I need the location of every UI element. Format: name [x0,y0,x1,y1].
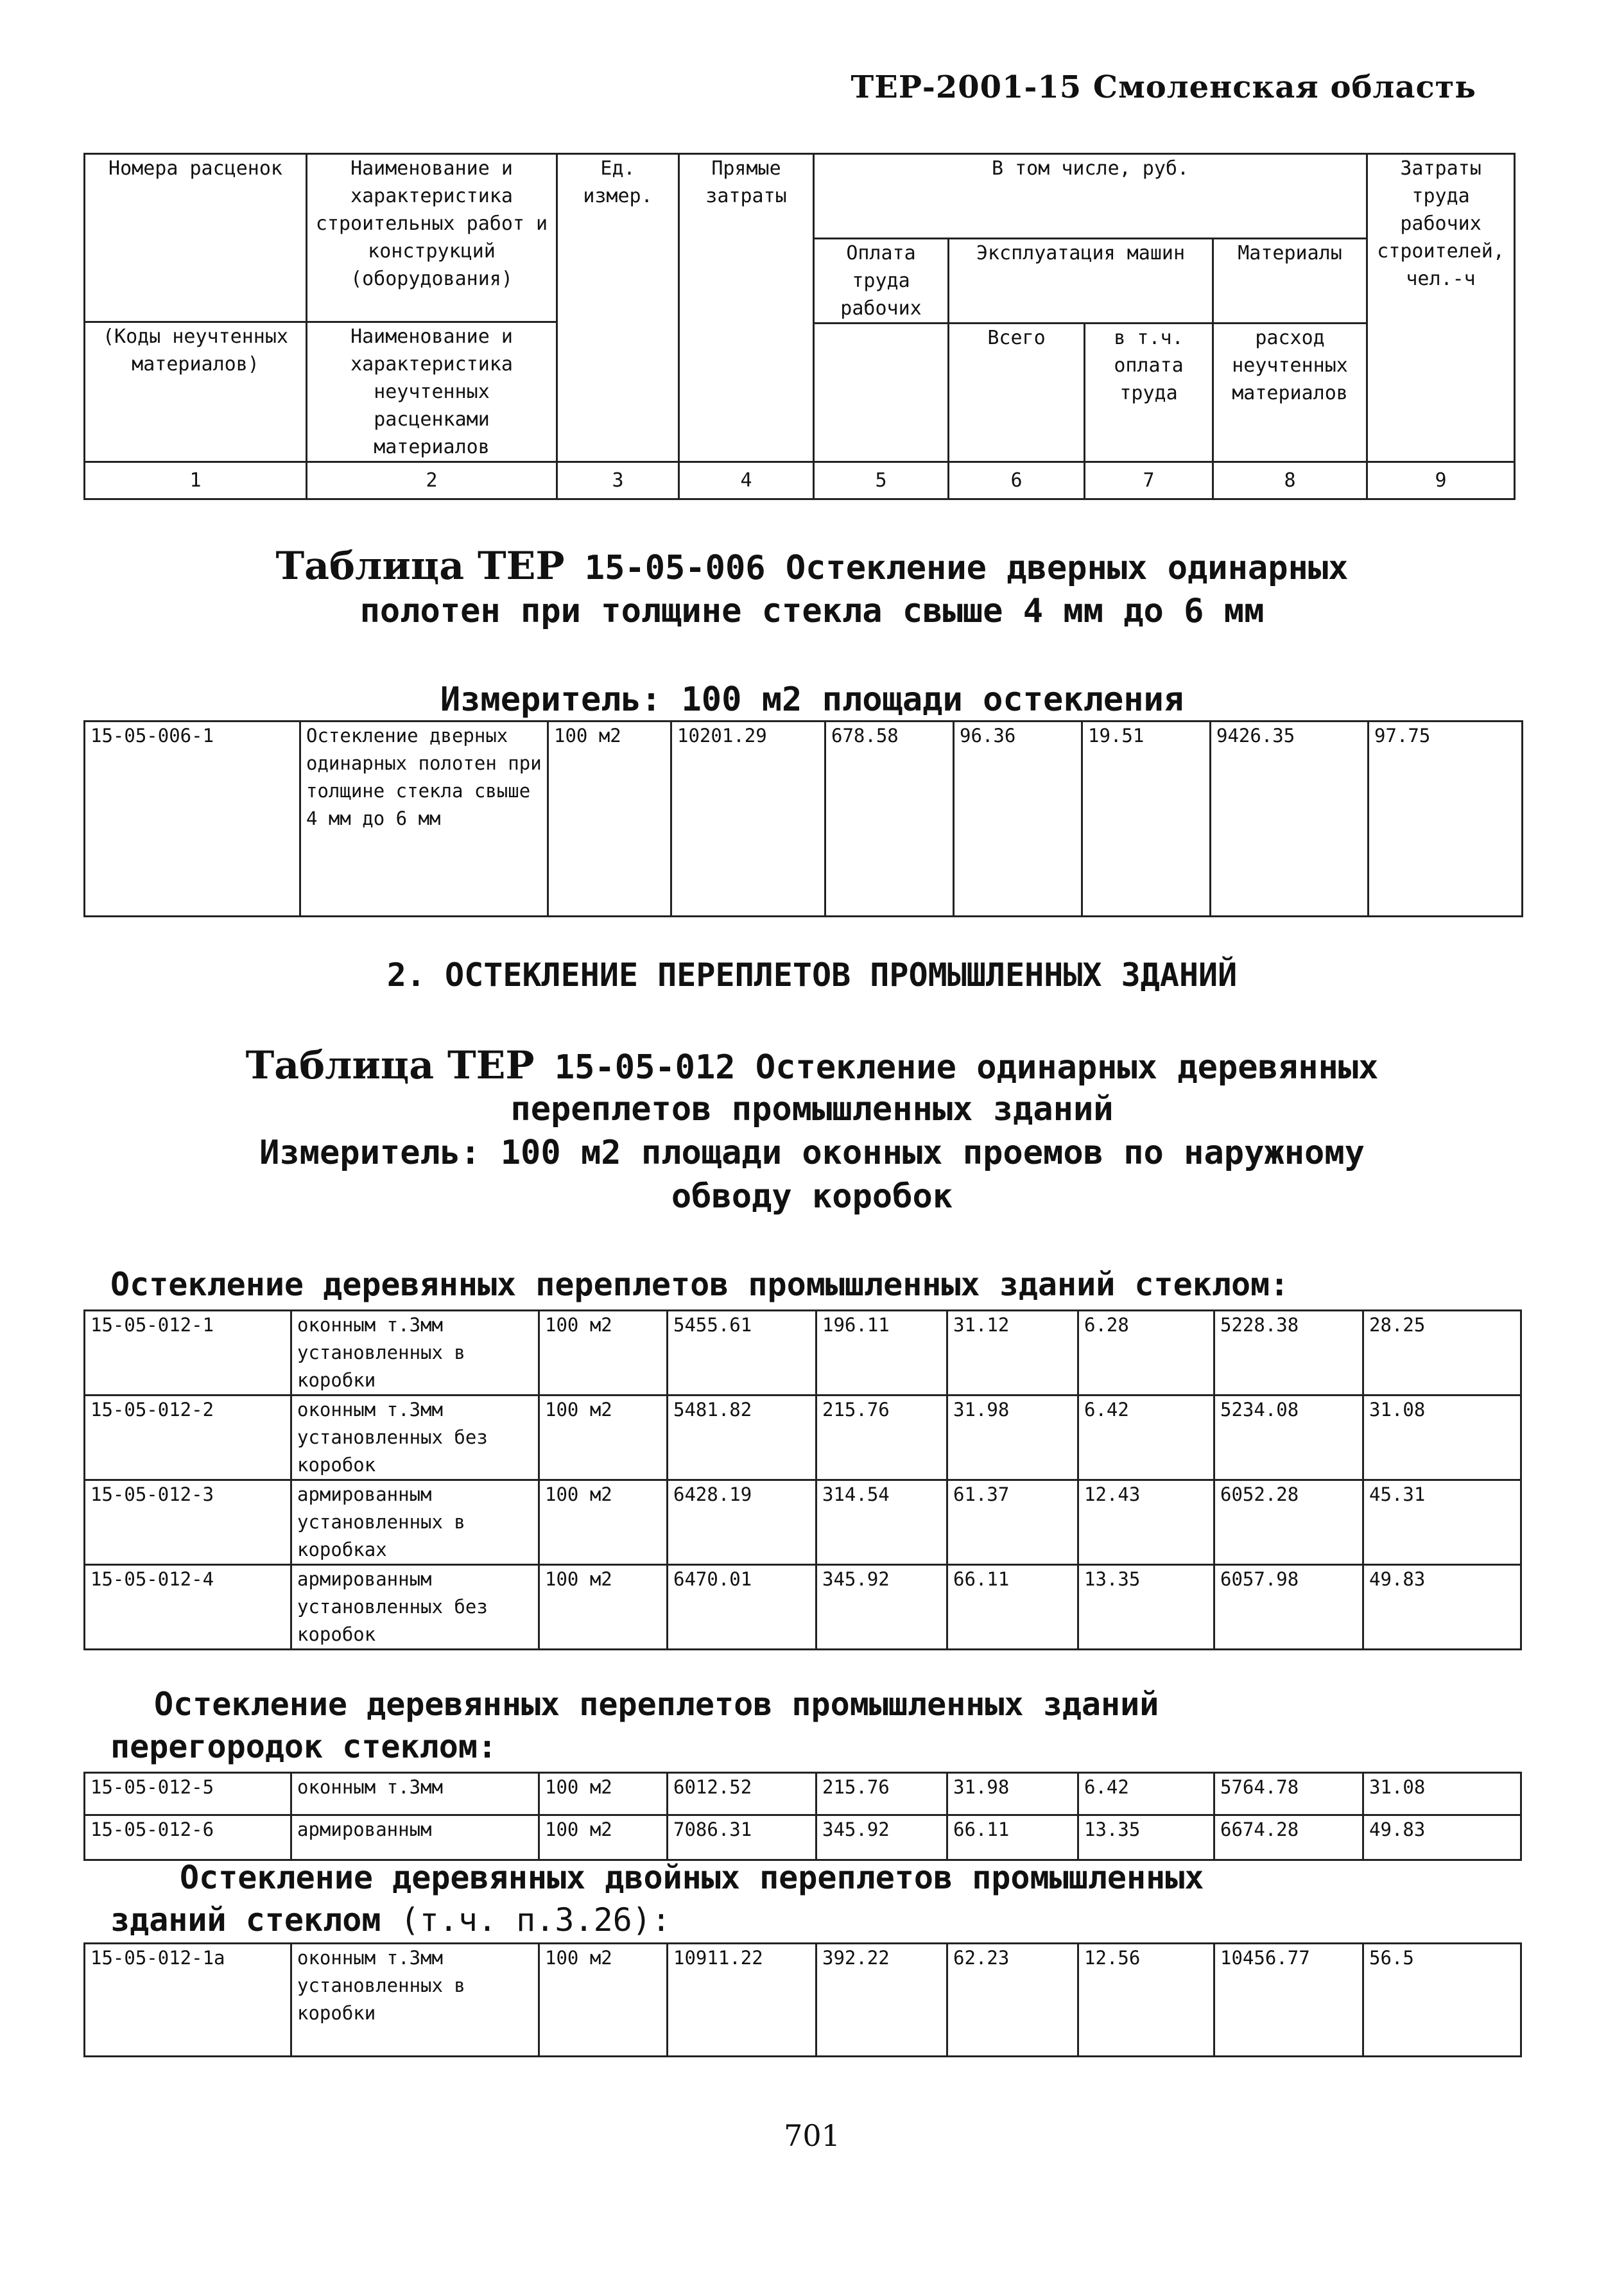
row-materials: 5234.08 [1214,1396,1363,1480]
table-row [85,1815,1521,1860]
row-machines-pay: 13.35 [1078,1565,1214,1650]
row-labor: 45.31 [1363,1480,1521,1565]
row-machines-pay: 12.56 [1078,1944,1214,2057]
group3-heading-bold: зданий стеклом [110,1901,381,1939]
header-unaccounted-name: Наименование и характеристика неучтенных расценками материалов [307,322,557,462]
row-materials: 5764.78 [1214,1773,1363,1815]
row-materials: 5228.38 [1214,1311,1363,1396]
header-codes: Номера расценок [85,154,307,322]
row-code: 15-05-012-5 [85,1773,291,1815]
group3-heading-line1: Остекление деревянных двойных переплетов промышленных [180,1859,1204,1896]
row-name: оконным т.3мм установленных без коробок [291,1396,539,1480]
row-direct: 10911.22 [668,1944,816,2057]
row-unit: 100 м2 [548,722,671,917]
row-machines-pay: 6.28 [1078,1311,1214,1396]
row-name: армированным установленных без коробок [291,1565,539,1650]
table1-meter: Измеритель: 100 м2 площади остекления [440,680,1184,719]
row-machines: 96.36 [954,722,1082,917]
page-number: 701 [784,2118,840,2153]
section-title: 2. ОСТЕКЛЕНИЕ ПЕРЕПЛЕТОВ ПРОМЫШЛЕННЫХ ЗДАНИЙ [386,956,1238,994]
running-header: ТЕР-2001-15 Смоленская область [851,69,1476,105]
col-number: 5 [814,462,949,499]
table1 [83,720,1523,917]
row-materials: 6674.28 [1214,1815,1363,1860]
header-unit: Ед. измер. [557,154,679,462]
row-machines: 61.37 [947,1480,1078,1565]
table2-group3 [83,1942,1522,2057]
row-code: 15-05-012-3 [85,1480,291,1565]
row-pay: 345.92 [816,1565,947,1650]
group2-heading-line2: перегородок стеклом: [110,1728,497,1765]
row-unit: 100 м2 [539,1565,668,1650]
row-code: 15-05-012-6 [85,1815,291,1860]
row-direct: 6428.19 [668,1480,816,1565]
row-labor: 56.5 [1363,1944,1521,2057]
header-name: Наименование и характеристика строительных работ и конструкций (оборудования) [307,154,557,322]
table1-title-text: 15-05-006 Остекление дверных одинарных [584,549,1349,587]
row-direct: 5455.61 [668,1311,816,1396]
row-machines: 62.23 [947,1944,1078,2057]
table1-prefix: Таблица ТЕР [275,544,565,589]
row-pay: 215.76 [816,1396,947,1480]
header-labor-pay: Оплата труда рабочих [814,239,949,324]
table2-group2 [83,1772,1522,1861]
table2-meter-line2: обводу коробок [671,1177,953,1216]
row-name: армированным [291,1815,539,1860]
row-code: 15-05-006-1 [85,722,300,917]
column-header-table [83,153,1516,500]
col-number: 7 [1085,462,1213,499]
header-labor-pay-cont [814,324,949,462]
row-unit: 100 м2 [539,1396,668,1480]
row-materials: 6057.98 [1214,1565,1363,1650]
header-machines-pay: в т.ч. оплата труда [1085,324,1213,462]
table1-title [0,544,1624,590]
table-row [85,1396,1521,1480]
row-machines: 31.98 [947,1773,1078,1815]
row-name: армированным установленных в коробках [291,1480,539,1565]
table2-group1 [83,1309,1522,1650]
row-machines-pay: 12.43 [1078,1480,1214,1565]
group1-heading: Остекление деревянных переплетов промышленных зданий стеклом: [110,1266,1290,1303]
table1-title-line2: полотен при толщине стекла свыше 4 мм до 6 мм [359,592,1265,630]
row-materials: 6052.28 [1214,1480,1363,1565]
row-name: оконным т.3мм установленных в коробки [291,1944,539,2057]
table-row [85,1944,1521,2057]
row-labor: 49.83 [1363,1565,1521,1650]
row-machines: 66.11 [947,1815,1078,1860]
table2-meter-line1: Измеритель: 100 м2 площади оконных проемов по наружному [259,1134,1365,1172]
col-number: 3 [557,462,679,499]
row-code: 15-05-012-1 [85,1311,291,1396]
row-labor: 49.83 [1363,1815,1521,1860]
row-direct: 6012.52 [668,1773,816,1815]
row-direct: 7086.31 [668,1815,816,1860]
row-labor: 97.75 [1369,722,1523,917]
row-direct: 5481.82 [668,1396,816,1480]
table-row [85,1480,1521,1565]
row-unit: 100 м2 [539,1480,668,1565]
row-code: 15-05-012-4 [85,1565,291,1650]
header-unaccounted-codes: (Коды неучтенных материалов) [85,322,307,462]
table2-title-line2: переплетов промышленных зданий [510,1090,1114,1128]
row-direct: 6470.01 [668,1565,816,1650]
header-labor-costs: Затраты труда рабочих строителей, чел.-ч [1367,154,1515,462]
row-name: оконным т.3мм установленных в коробки [291,1311,539,1396]
row-direct: 10201.29 [671,722,825,917]
row-unit: 100 м2 [539,1311,668,1396]
row-pay: 392.22 [816,1944,947,2057]
row-machines: 66.11 [947,1565,1078,1650]
row-labor: 31.08 [1363,1773,1521,1815]
row-materials: 9426.35 [1211,722,1369,917]
row-materials: 10456.77 [1214,1944,1363,2057]
header-materials-unaccounted: расход неучтенных материалов [1213,324,1367,462]
row-code: 15-05-012-2 [85,1396,291,1480]
header-machines-total: Всего [949,324,1085,462]
row-unit: 100 м2 [539,1773,668,1815]
table2-title [0,1044,1624,1089]
table2-title-text: 15-05-012 Остекление одинарных деревянных [554,1048,1379,1087]
header-machines: Эксплуатация машин [949,239,1213,324]
row-machines-pay: 6.42 [1078,1396,1214,1480]
group3-heading-note: (т.ч. п.3.26): [400,1901,671,1939]
col-number: 9 [1367,462,1515,499]
row-unit: 100 м2 [539,1944,668,2057]
row-machines: 31.98 [947,1396,1078,1480]
row-machines: 31.12 [947,1311,1078,1396]
row-machines-pay: 19.51 [1082,722,1211,917]
row-name: Остекление дверных одинарных полотен при толщине стекла свыше 4 мм до 6 мм [300,722,548,917]
row-name: оконным т.3мм [291,1773,539,1815]
row-pay: 314.54 [816,1480,947,1565]
row-machines-pay: 6.42 [1078,1773,1214,1815]
group2-heading-line1: Остекление деревянных переплетов промышленных зданий [154,1686,1159,1723]
col-number: 1 [85,462,307,499]
table-row [85,722,1523,917]
row-pay: 215.76 [816,1773,947,1815]
row-labor: 31.08 [1363,1396,1521,1480]
header-including: В том числе, руб. [814,154,1367,239]
row-pay: 345.92 [816,1815,947,1860]
col-number: 8 [1213,462,1367,499]
table2-prefix: Таблица ТЕР [245,1043,535,1088]
row-pay: 678.58 [825,722,954,917]
row-labor: 28.25 [1363,1311,1521,1396]
header-direct-costs: Прямые затраты [679,154,814,462]
col-number: 4 [679,462,814,499]
row-unit: 100 м2 [539,1815,668,1860]
row-pay: 196.11 [816,1311,947,1396]
col-number: 6 [949,462,1085,499]
col-number: 2 [307,462,557,499]
table-row [85,1773,1521,1815]
row-machines-pay: 13.35 [1078,1815,1214,1860]
table-row [85,1565,1521,1650]
row-code: 15-05-012-1а [85,1944,291,2057]
group3-heading-line2 [110,1899,671,1941]
header-materials: Материалы [1213,239,1367,324]
table-row [85,1311,1521,1396]
